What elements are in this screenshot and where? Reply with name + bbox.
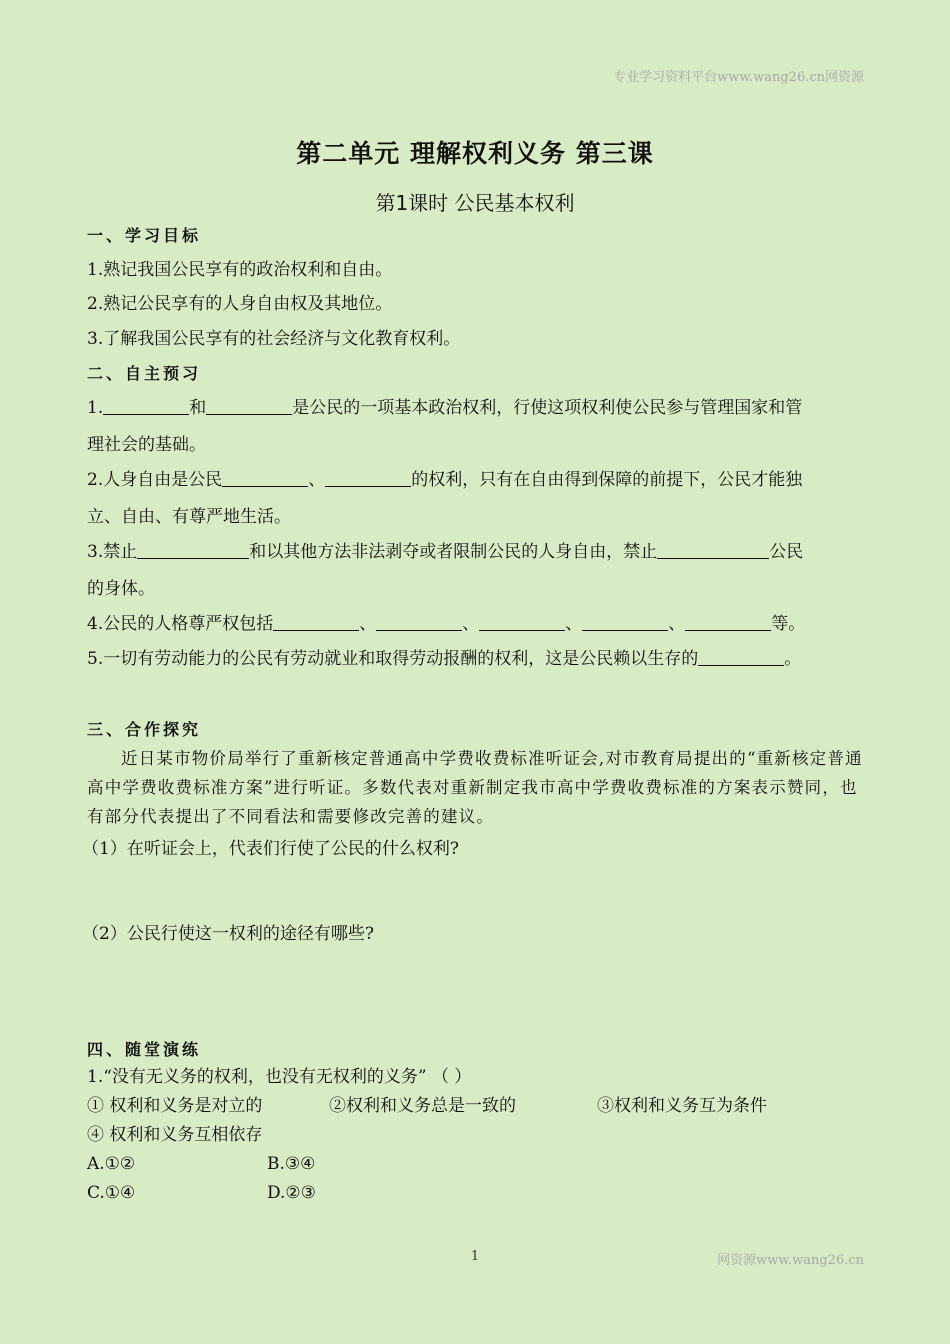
answer-options-row-2 [87,1182,316,1204]
q4-sep: 、 [668,614,686,634]
q5-text-a: 5.一切有劳动能力的公民有劳动就业和取得劳动报酬的权利，这是公民赖以生存的 [87,649,699,669]
section-heading-explore: 三、合作探究 [87,720,202,739]
preview-question-1-cont: 理社会的基础。 [87,435,206,455]
goal-item-1: 1.熟记我国公民享有的政治权利和自由。 [87,260,393,280]
q5-end: 。 [784,649,802,669]
section-heading-goals: 一、学习目标 [87,226,202,245]
q4-sep: 、 [359,614,377,634]
fill-blank[interactable] [685,614,771,631]
answer-option-b[interactable]: B.③④ [267,1154,316,1174]
q2-text-b: 、 [308,470,326,490]
answer-option-a[interactable]: A.①② [87,1154,136,1174]
q4-sep: 、 [565,614,583,634]
answer-options-row-1 [87,1153,315,1175]
page-subtitle: 第1课时 公民基本权利 [375,191,575,215]
statement-option-2: ②权利和义务总是一致的 [329,1096,516,1116]
fill-blank[interactable] [206,398,292,415]
preview-question-2-cont: 立、自由、有尊严地生活。 [87,507,291,527]
preview-question-4 [87,613,805,635]
preview-question-3-cont: 的身体。 [87,579,155,599]
q1-text-c: 是公民的一项基本政治权利，行使这项权利使公民参与管理国家和管 [292,398,803,418]
practice-question-1: 1.“没有无义务的权利，也没有无权利的义务” （ ） [87,1067,472,1087]
preview-question-3 [87,541,803,563]
fill-blank[interactable] [376,614,462,631]
preview-question-2 [87,469,802,491]
page-title: 第二单元 理解权利义务 第三课 [296,139,654,168]
q2-text-a: 2.人身自由是公民 [87,470,223,490]
answer-option-d[interactable]: D.②③ [267,1183,316,1203]
fill-blank[interactable] [222,470,308,487]
q4-sep: 、 [462,614,480,634]
section-heading-practice: 四、随堂演练 [87,1040,202,1059]
goal-item-3: 3.了解我国公民享有的社会经济与文化教育权利。 [87,329,461,349]
statement-options-row [87,1095,767,1117]
fill-blank[interactable] [273,614,359,631]
statement-option-4: ④ 权利和义务互相依存 [87,1125,263,1145]
explore-question-2: （2）公民行使这一权利的途径有哪些? [82,924,374,944]
q3-text-b: 和以其他方法非法剥夺或者限制公民的人身自由，禁止 [249,542,658,562]
case-passage: 近日某市物价局举行了重新核定普通高中学费收费标准听证会,对市教育局提出的“重新核定普通高中学费收费标准方案”进行听证。多数代表对重新制定我市高中学费收费标准的方案表示赞同，也有部分代表提出了不同看法和需要修改完善的建议。 [87,749,863,826]
fill-blank[interactable] [103,398,189,415]
explore-question-1: （1）在听证会上，代表们行使了公民的什么权利? [82,839,459,859]
fill-blank[interactable] [698,649,784,666]
preview-question-5 [87,648,801,670]
statement-option-3: ③权利和义务互为条件 [597,1096,767,1116]
fill-blank[interactable] [657,542,769,559]
fill-blank[interactable] [137,542,249,559]
page-number: 1 [470,1249,480,1264]
q4-end: 等。 [771,614,806,634]
watermark-bottom: 网资源www.wang26.cn [717,1253,864,1268]
watermark-top: 专业学习资料平台www.wang26.cn网资源 [613,70,864,85]
preview-question-1 [87,397,802,419]
q2-text-c: 的权利，只有在自由得到保障的前提下，公民才能独 [411,470,803,490]
q3-text-a: 3.禁止 [87,542,138,562]
q3-text-c: 公民 [769,542,804,562]
q1-text-a: 1. [87,398,104,418]
fill-blank[interactable] [479,614,565,631]
fill-blank[interactable] [325,470,411,487]
goal-item-2: 2.熟记公民享有的人身自由权及其地位。 [87,294,393,314]
section-heading-preview: 二、自主预习 [87,364,202,383]
fill-blank[interactable] [582,614,668,631]
q1-text-b: 和 [189,398,207,418]
q4-text-a: 4.公民的人格尊严权包括 [87,614,274,634]
statement-option-1: ① 权利和义务是对立的 [87,1096,263,1116]
answer-option-c[interactable]: C.①④ [87,1183,136,1203]
